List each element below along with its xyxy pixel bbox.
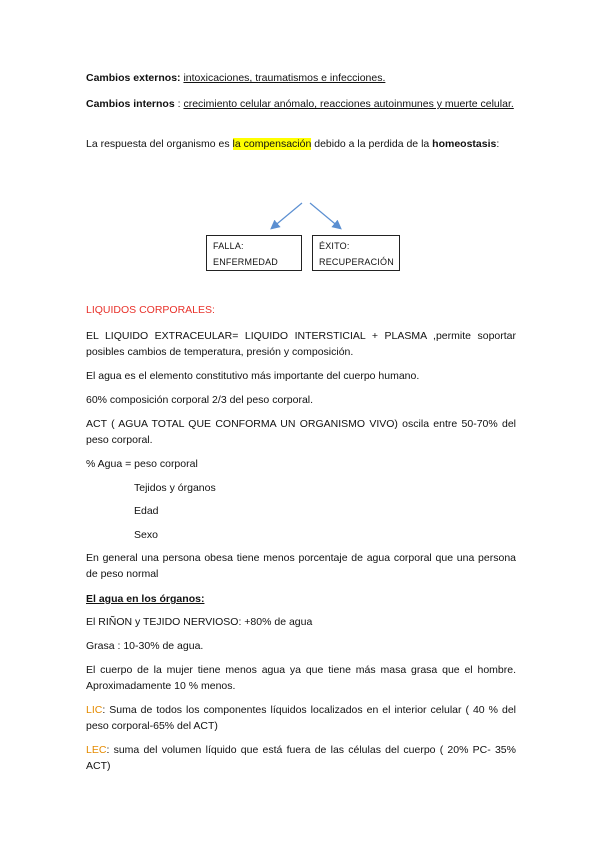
box-falla-line1: FALLA: <box>213 241 244 251</box>
box-exito-line1: ÉXITO: <box>319 241 350 251</box>
cambios-internos-label: Cambios internos <box>86 98 175 110</box>
list-item-tejidos: Tejidos y órganos <box>134 482 216 494</box>
agua-organos-title <box>86 591 516 607</box>
p-rinon: El RIÑON y TEJIDO NERVIOSO: +80% de agua <box>86 616 313 628</box>
box-exito <box>312 235 400 271</box>
box-falla <box>206 235 302 271</box>
p-composicion: 60% composición corporal 2/3 del peso corporal. <box>86 394 314 406</box>
respuesta-bold: homeostasis <box>432 138 497 150</box>
arrow-right <box>310 203 340 228</box>
cambios-externos-label: Cambios externos: <box>86 72 181 84</box>
p-lec <box>86 742 516 774</box>
lic-label: LIC <box>86 704 103 716</box>
cambios-externos-text: intoxicaciones, traumatismos e infecciones. <box>183 72 386 84</box>
respuesta-highlight: la compensación <box>232 138 312 150</box>
box-falla-line2: ENFERMEDAD <box>213 257 279 267</box>
p-act: ACT ( AGUA TOTAL QUE CONFORMA UN ORGANISMO VIVO) oscila entre 50-70% del peso corporal. <box>86 418 516 446</box>
agua-organos-title-text: El agua en los órganos: <box>86 593 205 605</box>
box-exito-line2: RECUPERACIÓN <box>319 257 394 267</box>
list-item-sexo: Sexo <box>134 529 158 541</box>
lec-text: : suma del volumen líquido que está fuera de las células del cuerpo ( 20% PC- 35% ACT) <box>86 744 516 772</box>
respuesta-mid: debido a la perdida de la <box>311 138 433 150</box>
arrow-left <box>272 203 302 228</box>
cambios-internos-text: crecimiento celular anómalo, reacciones autoinmunes y muerte celular. <box>183 98 514 110</box>
p-grasa: Grasa : 10-30% de agua. <box>86 640 204 652</box>
cambios-internos-sep: : <box>174 98 184 110</box>
respuesta-pre: La respuesta del organismo es <box>86 138 233 150</box>
list-item-edad: Edad <box>134 505 159 517</box>
lec-label: LEC <box>86 744 107 756</box>
p-agua-elemento: El agua es el elemento constitutivo más importante del cuerpo humano. <box>86 370 420 382</box>
p-liquido-extra: EL LIQUIDO EXTRACEULAR= LIQUIDO INTERSTICIAL + PLASMA ,permite soportar posibles cambios de temperatura, presión y composición. <box>86 330 516 358</box>
p-obesa: En general una persona obesa tiene menos porcentaje de agua corporal que una persona de peso normal <box>86 552 516 580</box>
p-pct-agua: % Agua = peso corporal <box>86 458 198 470</box>
respuesta-post: : <box>496 138 500 150</box>
p-mujer: El cuerpo de la mujer tiene menos agua ya que tiene más masa grasa que el hombre. Aproximadamente 10 % menos. <box>86 664 516 692</box>
p-lic <box>86 702 516 734</box>
lic-text: : Suma de todos los componentes líquidos localizados en el interior celular ( 40 % del peso corporal-65% del ACT) <box>86 704 516 732</box>
liquidos-title: LIQUIDOS CORPORALES: <box>86 304 215 316</box>
